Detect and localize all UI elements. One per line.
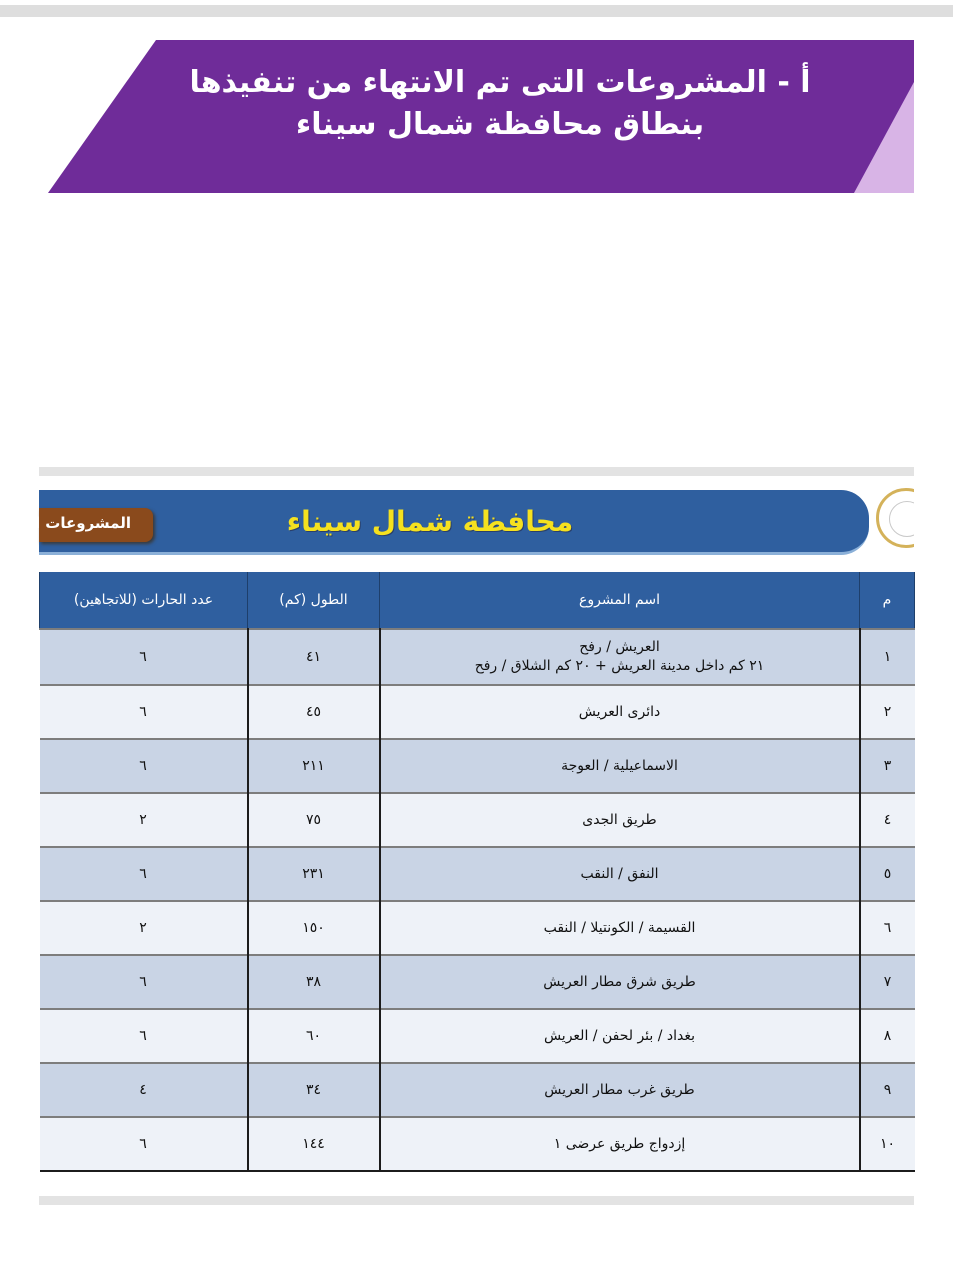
row-name-line2: ٢١ كم داخل مدينة العريش + ٢٠ كم الشلاق / رفح (474, 658, 765, 674)
row-length: ٧٥ (248, 793, 380, 847)
row-index: ٤ (860, 793, 915, 847)
banner-title-line1: أ - المشروعات التى تم الانتهاء من تنفيذها (189, 65, 811, 100)
row-index: ٧ (860, 955, 915, 1009)
table-row (40, 1063, 915, 1117)
header-lanes: عدد الحارات (للاتجاهين) (40, 572, 248, 629)
row-length: ٤١ (248, 629, 380, 685)
panel-bottom-divider (39, 1196, 914, 1205)
row-lanes: ٦ (40, 955, 248, 1009)
row-length: ٤٥ (248, 685, 380, 739)
row-length: ٣٤ (248, 1063, 380, 1117)
row-name: بغداد / بئر لحفن / العريش (380, 1009, 860, 1063)
table-row (40, 685, 915, 739)
row-name: النفق / النقب (380, 847, 860, 901)
row-length: ٢١١ (248, 739, 380, 793)
row-length: ١٤٤ (248, 1117, 380, 1171)
table-row (40, 793, 915, 847)
row-name: طريق شرق مطار العريش (380, 955, 860, 1009)
projects-button[interactable] (8, 508, 153, 542)
row-lanes: ٦ (40, 739, 248, 793)
table-row (40, 847, 915, 901)
panel-top-divider (39, 467, 914, 476)
row-lanes: ٢ (40, 901, 248, 955)
row-name (380, 629, 860, 685)
row-index: ٣ (860, 739, 915, 793)
row-lanes: ٦ (40, 629, 248, 685)
projects-button-label: المشروعات التى (8, 514, 131, 532)
banner-title (150, 62, 850, 146)
header-length: الطول (كم) (248, 572, 380, 629)
row-name: دائرى العريش (380, 685, 860, 739)
right-margin (914, 480, 953, 560)
row-name: إزدواج طريق عرضى ١ (380, 1117, 860, 1171)
row-lanes: ٦ (40, 847, 248, 901)
table-row (40, 955, 915, 1009)
row-lanes: ٦ (40, 1117, 248, 1171)
row-length: ٦٠ (248, 1009, 380, 1063)
row-name: القسيمة / الكونتيلا / النقب (380, 901, 860, 955)
table-row (40, 1009, 915, 1063)
row-index: ٥ (860, 847, 915, 901)
table-row (40, 901, 915, 955)
row-name: طريق الجدى (380, 793, 860, 847)
projects-table (39, 572, 915, 1172)
row-lanes: ٢ (40, 793, 248, 847)
row-index: ٦ (860, 901, 915, 955)
row-index: ١ (860, 629, 915, 685)
table-header-row (40, 572, 915, 629)
row-lanes: ٦ (40, 685, 248, 739)
row-index: ٨ (860, 1009, 915, 1063)
row-index: ٢ (860, 685, 915, 739)
table-row (40, 1117, 915, 1171)
row-lanes: ٤ (40, 1063, 248, 1117)
row-index: ٩ (860, 1063, 915, 1117)
row-name: طريق غرب مطار العريش (380, 1063, 860, 1117)
row-lanes: ٦ (40, 1009, 248, 1063)
row-length: ١٥٠ (248, 901, 380, 955)
header-name: اسم المشروع (380, 572, 860, 629)
panel-title: محافظة شمال سيناء (286, 505, 574, 538)
table-row (40, 629, 915, 685)
table-row (40, 739, 915, 793)
row-name: الاسماعيلية / العوجة (380, 739, 860, 793)
top-divider (0, 5, 953, 17)
header-index: م (860, 572, 915, 629)
row-length: ٢٣١ (248, 847, 380, 901)
row-length: ٣٨ (248, 955, 380, 1009)
row-name-line1: العريش / رفح (579, 639, 660, 655)
row-index: ١٠ (860, 1117, 915, 1171)
banner-title-line2: بنطاق محافظة شمال سيناء (295, 107, 705, 142)
